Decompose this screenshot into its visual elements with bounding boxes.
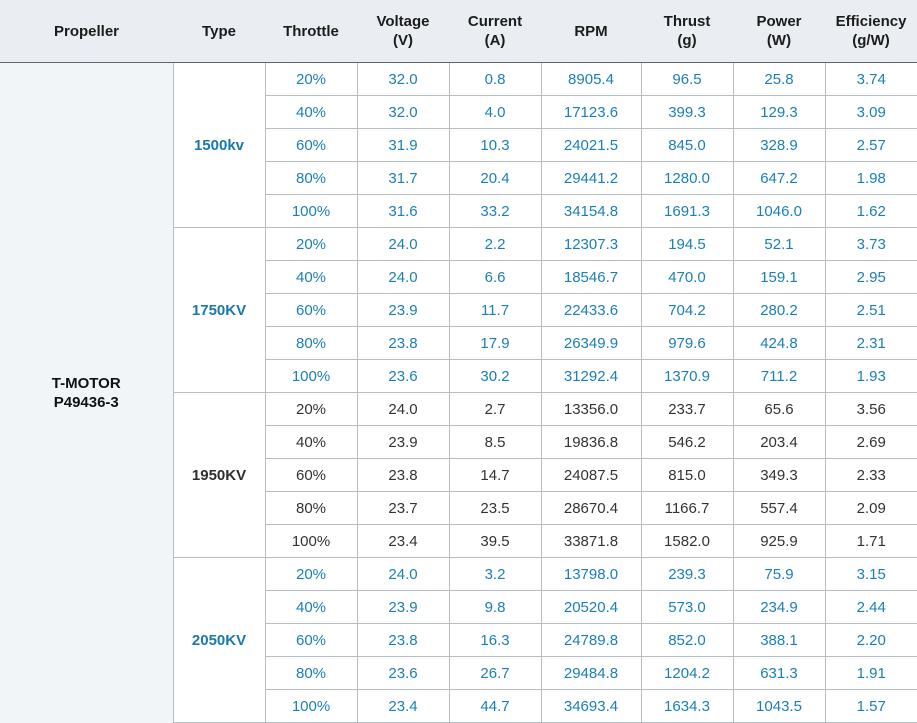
power-cell: 52.1 xyxy=(733,228,825,261)
voltage-cell: 23.7 xyxy=(357,492,449,525)
rpm-cell: 13356.0 xyxy=(541,393,641,426)
rpm-cell: 34693.4 xyxy=(541,690,641,723)
rpm-cell: 12307.3 xyxy=(541,228,641,261)
voltage-cell: 24.0 xyxy=(357,261,449,294)
current-cell: 0.8 xyxy=(449,63,541,96)
current-cell: 2.2 xyxy=(449,228,541,261)
voltage-cell: 23.4 xyxy=(357,525,449,558)
voltage-cell: 23.8 xyxy=(357,327,449,360)
thrust-cell: 852.0 xyxy=(641,624,733,657)
voltage-cell: 24.0 xyxy=(357,558,449,591)
thrust-cell: 845.0 xyxy=(641,129,733,162)
table-body xyxy=(0,63,917,723)
rpm-cell: 31292.4 xyxy=(541,360,641,393)
header-throttle xyxy=(265,0,357,63)
efficiency-cell: 2.95 xyxy=(825,261,917,294)
current-cell: 39.5 xyxy=(449,525,541,558)
type-cell: 1750KV xyxy=(173,228,265,393)
rpm-cell: 24087.5 xyxy=(541,459,641,492)
power-cell: 1046.0 xyxy=(733,195,825,228)
rpm-cell: 24789.8 xyxy=(541,624,641,657)
header-voltage-line: Voltage xyxy=(376,13,430,30)
thrust-cell: 1370.9 xyxy=(641,360,733,393)
efficiency-cell: 3.73 xyxy=(825,228,917,261)
power-cell: 647.2 xyxy=(733,162,825,195)
rpm-cell: 29484.8 xyxy=(541,657,641,690)
throttle-cell: 20% xyxy=(265,558,357,591)
header-power-line: Power xyxy=(756,13,802,30)
rpm-cell: 17123.6 xyxy=(541,96,641,129)
thrust-cell: 815.0 xyxy=(641,459,733,492)
propeller-cell xyxy=(0,63,173,723)
current-cell: 26.7 xyxy=(449,657,541,690)
header-power-line: (W) xyxy=(766,32,792,49)
power-cell: 1043.5 xyxy=(733,690,825,723)
voltage-cell: 32.0 xyxy=(357,96,449,129)
throttle-cell: 40% xyxy=(265,426,357,459)
header-current-line: Current xyxy=(467,13,523,30)
power-cell: 631.3 xyxy=(733,657,825,690)
header-efficiency-line: Efficiency xyxy=(835,13,907,30)
header-current-line: (A) xyxy=(484,32,506,49)
throttle-cell: 60% xyxy=(265,624,357,657)
throttle-cell: 80% xyxy=(265,492,357,525)
power-cell: 925.9 xyxy=(733,525,825,558)
power-cell: 234.9 xyxy=(733,591,825,624)
current-cell: 6.6 xyxy=(449,261,541,294)
current-cell: 23.5 xyxy=(449,492,541,525)
voltage-cell: 32.0 xyxy=(357,63,449,96)
throttle-cell: 20% xyxy=(265,228,357,261)
thrust-cell: 1280.0 xyxy=(641,162,733,195)
power-cell: 203.4 xyxy=(733,426,825,459)
current-cell: 11.7 xyxy=(449,294,541,327)
thrust-cell: 1691.3 xyxy=(641,195,733,228)
efficiency-cell: 2.20 xyxy=(825,624,917,657)
thrust-cell: 704.2 xyxy=(641,294,733,327)
thrust-cell: 979.6 xyxy=(641,327,733,360)
rpm-cell: 18546.7 xyxy=(541,261,641,294)
header-propeller-line: Propeller xyxy=(53,22,120,40)
efficiency-cell: 1.71 xyxy=(825,525,917,558)
header-propeller xyxy=(0,0,173,63)
thrust-cell: 399.3 xyxy=(641,96,733,129)
power-cell: 711.2 xyxy=(733,360,825,393)
thrust-cell: 573.0 xyxy=(641,591,733,624)
thrust-cell: 96.5 xyxy=(641,63,733,96)
rpm-cell: 34154.8 xyxy=(541,195,641,228)
thrust-cell: 233.7 xyxy=(641,393,733,426)
efficiency-cell: 1.93 xyxy=(825,360,917,393)
thrust-cell: 1582.0 xyxy=(641,525,733,558)
current-cell: 33.2 xyxy=(449,195,541,228)
header-row xyxy=(0,0,917,63)
type-cell: 1500kv xyxy=(173,63,265,228)
header-power xyxy=(733,0,825,63)
efficiency-cell: 3.56 xyxy=(825,393,917,426)
voltage-cell: 23.4 xyxy=(357,690,449,723)
current-cell: 14.7 xyxy=(449,459,541,492)
current-cell: 44.7 xyxy=(449,690,541,723)
table-row xyxy=(0,63,917,96)
throttle-cell: 80% xyxy=(265,327,357,360)
efficiency-cell: 1.57 xyxy=(825,690,917,723)
power-cell: 65.6 xyxy=(733,393,825,426)
thrust-cell: 239.3 xyxy=(641,558,733,591)
voltage-cell: 23.8 xyxy=(357,459,449,492)
rpm-cell: 33871.8 xyxy=(541,525,641,558)
header-rpm xyxy=(541,0,641,63)
current-cell: 2.7 xyxy=(449,393,541,426)
header-thrust-line: (g) xyxy=(677,32,697,49)
power-cell: 557.4 xyxy=(733,492,825,525)
power-cell: 159.1 xyxy=(733,261,825,294)
current-cell: 10.3 xyxy=(449,129,541,162)
throttle-cell: 100% xyxy=(265,690,357,723)
current-cell: 30.2 xyxy=(449,360,541,393)
header-efficiency xyxy=(825,0,917,63)
header-voltage xyxy=(357,0,449,63)
rpm-cell: 22433.6 xyxy=(541,294,641,327)
current-cell: 4.0 xyxy=(449,96,541,129)
voltage-cell: 31.9 xyxy=(357,129,449,162)
throttle-cell: 40% xyxy=(265,591,357,624)
voltage-cell: 23.9 xyxy=(357,426,449,459)
power-cell: 129.3 xyxy=(733,96,825,129)
header-rpm-line: RPM xyxy=(574,22,608,40)
efficiency-cell: 3.15 xyxy=(825,558,917,591)
throttle-cell: 80% xyxy=(265,162,357,195)
header-type xyxy=(173,0,265,63)
rpm-cell: 28670.4 xyxy=(541,492,641,525)
thrust-cell: 1204.2 xyxy=(641,657,733,690)
power-cell: 349.3 xyxy=(733,459,825,492)
voltage-cell: 24.0 xyxy=(357,393,449,426)
power-cell: 25.8 xyxy=(733,63,825,96)
efficiency-cell: 2.09 xyxy=(825,492,917,525)
power-cell: 424.8 xyxy=(733,327,825,360)
current-cell: 16.3 xyxy=(449,624,541,657)
rpm-cell: 29441.2 xyxy=(541,162,641,195)
table-header xyxy=(0,0,917,63)
efficiency-cell: 1.62 xyxy=(825,195,917,228)
voltage-cell: 23.6 xyxy=(357,657,449,690)
voltage-cell: 23.8 xyxy=(357,624,449,657)
type-cell: 2050KV xyxy=(173,558,265,723)
voltage-cell: 31.7 xyxy=(357,162,449,195)
throttle-cell: 80% xyxy=(265,657,357,690)
header-voltage-line: (V) xyxy=(393,32,413,49)
header-current xyxy=(449,0,541,63)
efficiency-cell: 1.98 xyxy=(825,162,917,195)
efficiency-cell: 2.69 xyxy=(825,426,917,459)
rpm-cell: 19836.8 xyxy=(541,426,641,459)
throttle-cell: 20% xyxy=(265,393,357,426)
throttle-cell: 60% xyxy=(265,294,357,327)
thrust-cell: 194.5 xyxy=(641,228,733,261)
current-cell: 9.8 xyxy=(449,591,541,624)
voltage-cell: 23.9 xyxy=(357,591,449,624)
throttle-cell: 60% xyxy=(265,459,357,492)
current-cell: 3.2 xyxy=(449,558,541,591)
rpm-cell: 26349.9 xyxy=(541,327,641,360)
efficiency-cell: 2.44 xyxy=(825,591,917,624)
header-thrust-line: Thrust xyxy=(663,13,711,30)
type-cell: 1950KV xyxy=(173,393,265,558)
header-efficiency-line: (g/W) xyxy=(852,32,890,49)
header-type-line: Type xyxy=(202,22,236,40)
propeller-name-line: P49436-3 xyxy=(53,393,119,411)
header-throttle-line: Throttle xyxy=(283,22,339,40)
thrust-cell: 1634.3 xyxy=(641,690,733,723)
voltage-cell: 24.0 xyxy=(357,228,449,261)
header-thrust xyxy=(641,0,733,63)
efficiency-cell: 1.91 xyxy=(825,657,917,690)
thrust-cell: 470.0 xyxy=(641,261,733,294)
propeller-name-line: T-MOTOR xyxy=(51,374,121,392)
throttle-cell: 100% xyxy=(265,195,357,228)
efficiency-cell: 2.33 xyxy=(825,459,917,492)
thrust-cell: 546.2 xyxy=(641,426,733,459)
efficiency-cell: 3.74 xyxy=(825,63,917,96)
efficiency-cell: 2.31 xyxy=(825,327,917,360)
efficiency-cell: 3.09 xyxy=(825,96,917,129)
efficiency-cell: 2.51 xyxy=(825,294,917,327)
voltage-cell: 31.6 xyxy=(357,195,449,228)
current-cell: 17.9 xyxy=(449,327,541,360)
current-cell: 20.4 xyxy=(449,162,541,195)
rpm-cell: 20520.4 xyxy=(541,591,641,624)
throttle-cell: 100% xyxy=(265,525,357,558)
voltage-cell: 23.9 xyxy=(357,294,449,327)
current-cell: 8.5 xyxy=(449,426,541,459)
power-cell: 75.9 xyxy=(733,558,825,591)
rpm-cell: 13798.0 xyxy=(541,558,641,591)
throttle-cell: 20% xyxy=(265,63,357,96)
power-cell: 328.9 xyxy=(733,129,825,162)
efficiency-cell: 2.57 xyxy=(825,129,917,162)
voltage-cell: 23.6 xyxy=(357,360,449,393)
throttle-cell: 100% xyxy=(265,360,357,393)
rpm-cell: 24021.5 xyxy=(541,129,641,162)
throttle-cell: 40% xyxy=(265,261,357,294)
throttle-cell: 40% xyxy=(265,96,357,129)
power-cell: 280.2 xyxy=(733,294,825,327)
rpm-cell: 8905.4 xyxy=(541,63,641,96)
power-cell: 388.1 xyxy=(733,624,825,657)
thrust-cell: 1166.7 xyxy=(641,492,733,525)
throttle-cell: 60% xyxy=(265,129,357,162)
